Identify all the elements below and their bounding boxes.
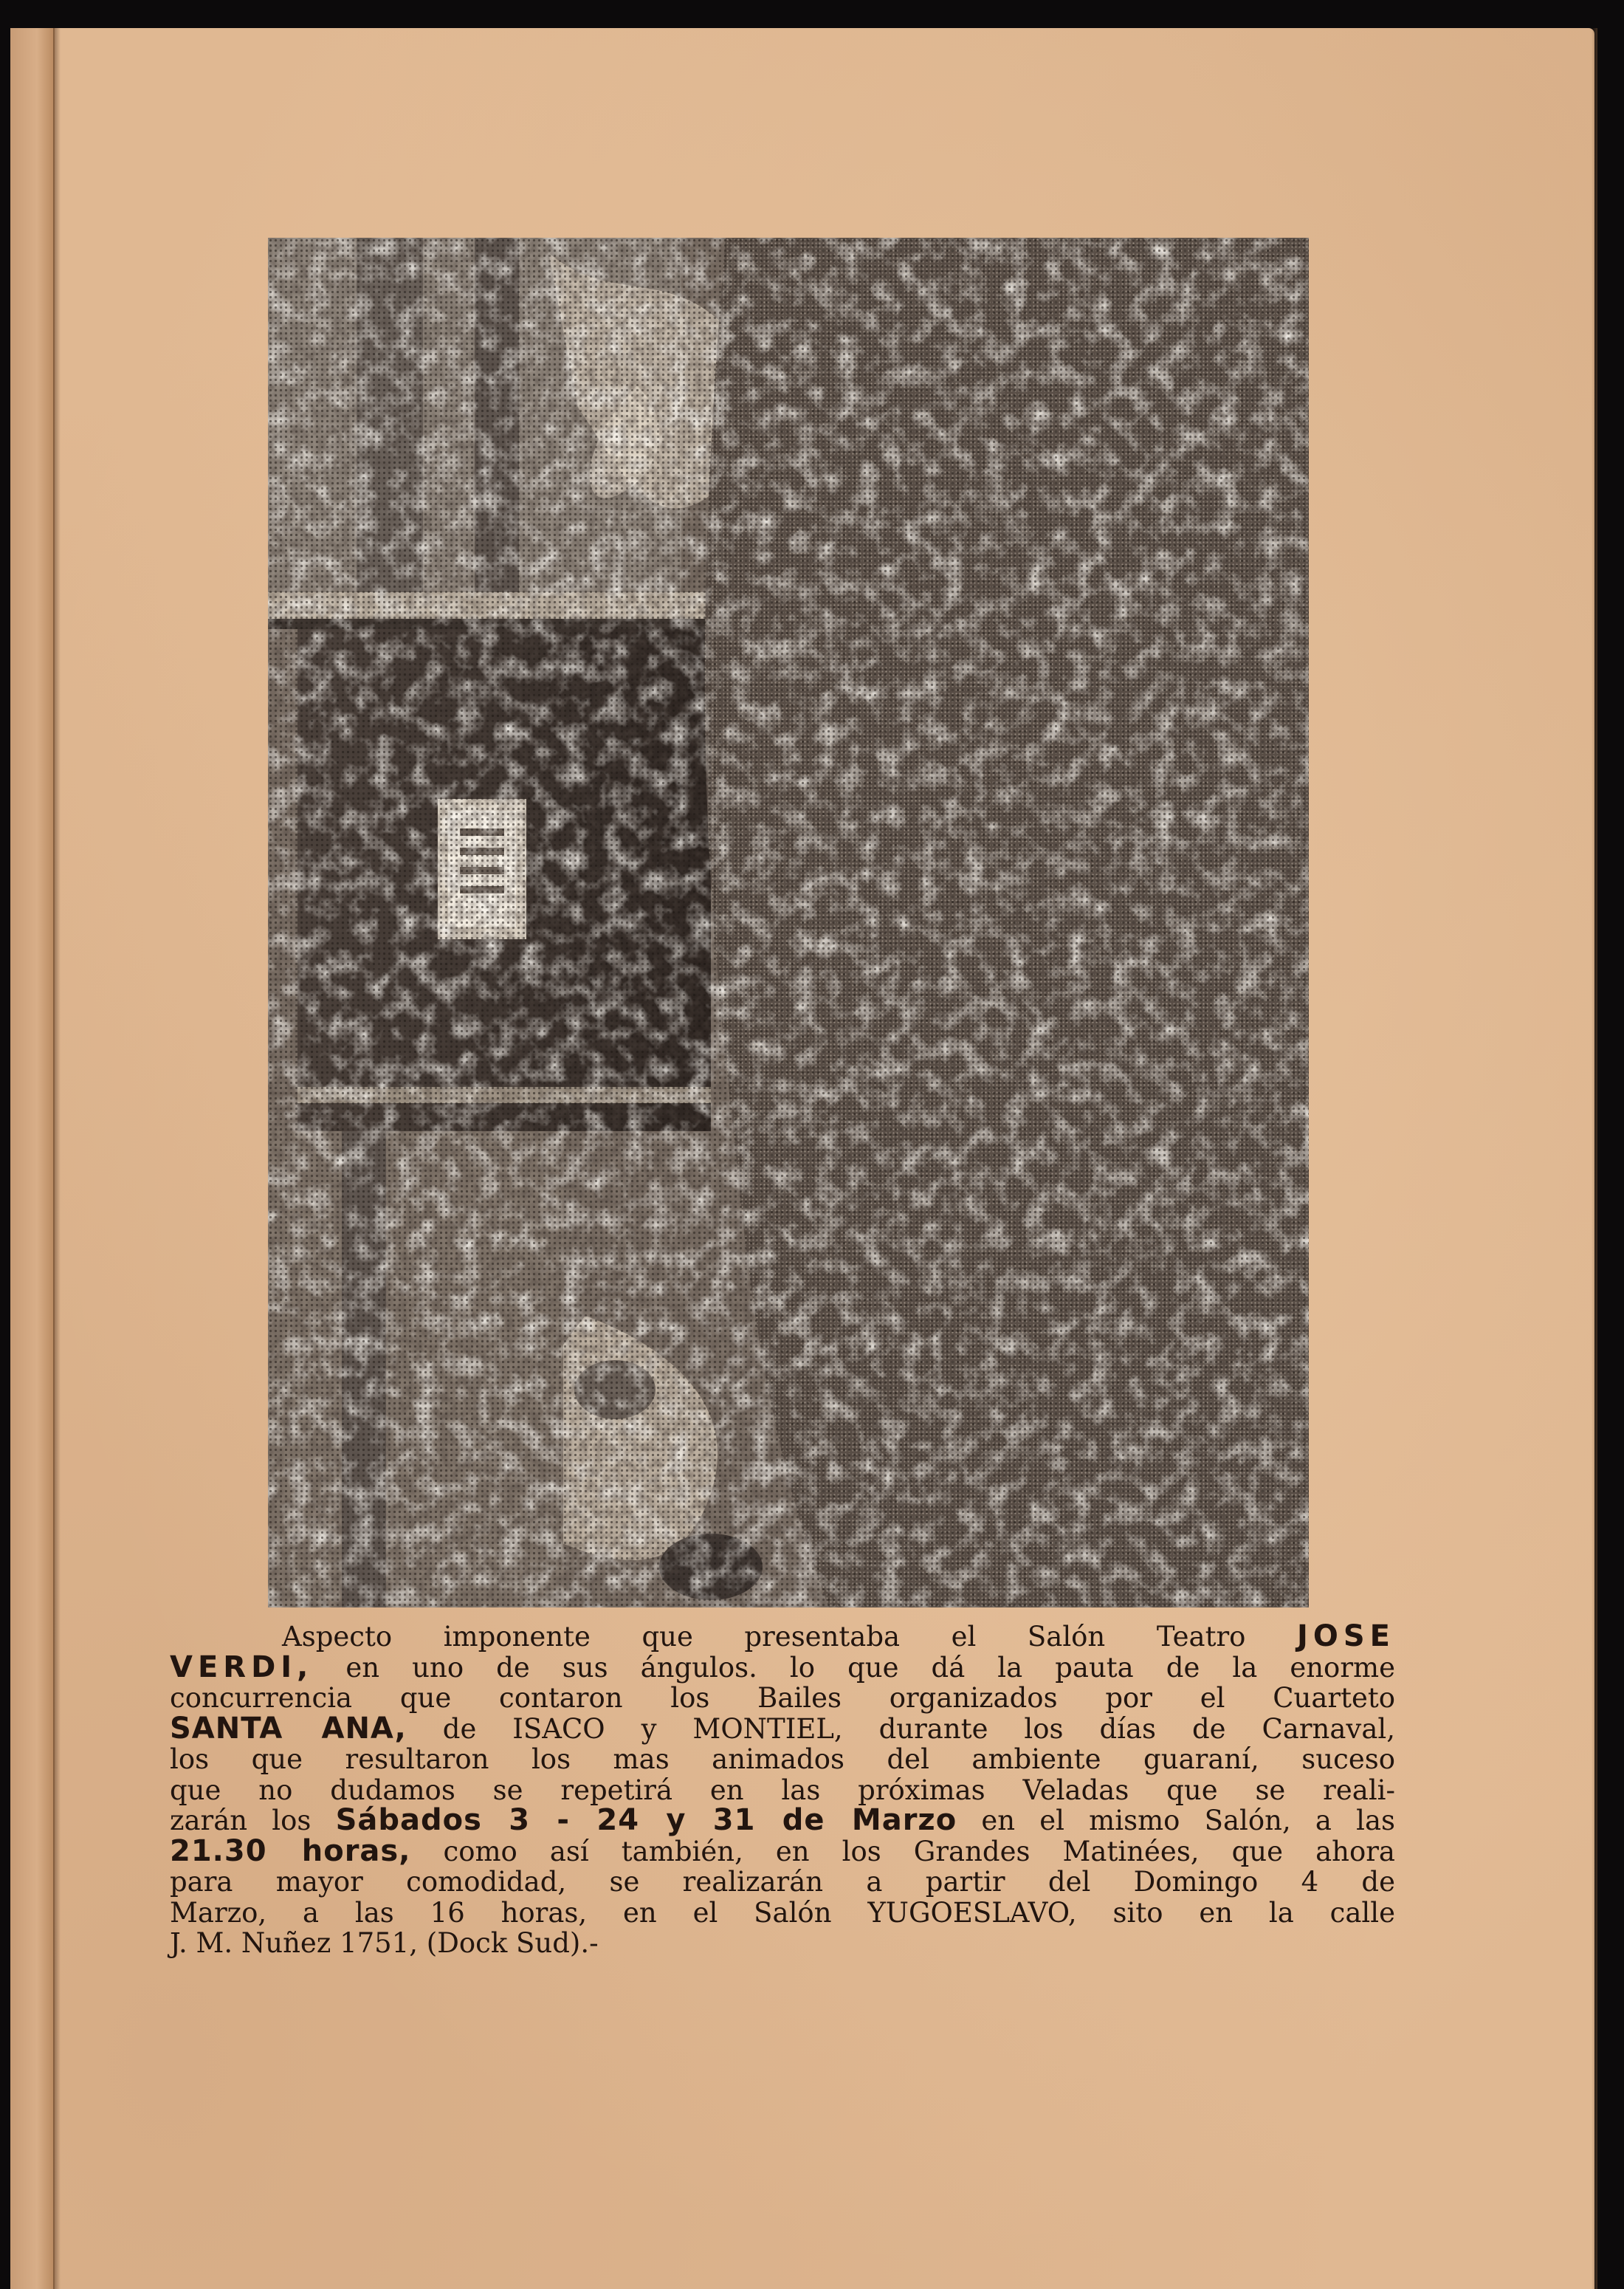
page-edge-shadow bbox=[1592, 28, 1597, 2289]
caption-text: en uno de sus ángulos. lo que dá la pauta de la enorme bbox=[313, 1651, 1395, 1684]
caption-text: en el mismo Salón, a las bbox=[957, 1805, 1395, 1836]
caption-line bbox=[170, 1833, 1395, 1868]
caption-text: de ISACO y MONTIEL, durante los días de Carnaval, bbox=[406, 1712, 1395, 1745]
caption-line: para mayor comodidad, se realizarán a partir del Domingo 4 de bbox=[170, 1866, 1395, 1898]
photo-caption bbox=[170, 1621, 1395, 1959]
previous-page-edge bbox=[10, 28, 55, 2289]
caption-line: los que resultaron los mas animados del ambiente guaraní, suceso bbox=[170, 1743, 1395, 1775]
caption-line bbox=[170, 1711, 1395, 1746]
caption-emphasis: SANTA ANA, bbox=[170, 1711, 407, 1746]
crowd-photo-graphic bbox=[268, 238, 1309, 1607]
caption-emphasis: VERDI, bbox=[170, 1650, 314, 1684]
caption-line: J. M. Nuñez 1751, (Dock Sud).- bbox=[170, 1927, 599, 1959]
caption-text: zarán los bbox=[170, 1805, 336, 1836]
bleed-through-text bbox=[325, 148, 1255, 244]
caption-text: Aspecto imponente que presentaba el Salón Teatro bbox=[282, 1621, 1297, 1653]
caption-text: como así también, en los Grandes Matinées, que ahora bbox=[410, 1835, 1395, 1867]
halftone-photograph bbox=[268, 238, 1309, 1607]
caption-line bbox=[170, 1805, 1395, 1836]
caption-emphasis: 21.30 horas, bbox=[170, 1833, 411, 1868]
caption-line: concurrencia que contaron los Bailes organizados por el Cuarteto bbox=[170, 1682, 1395, 1714]
caption-line: que no dudamos se repetirá en las próximas Veladas que se reali- bbox=[170, 1774, 1395, 1806]
caption-line bbox=[170, 1650, 1395, 1684]
caption-line: Marzo, a las 16 horas, en el Salón YUGOESLAVO, sito en la calle bbox=[170, 1896, 1395, 1929]
caption-line bbox=[170, 1621, 1395, 1653]
caption-emphasis: JOSE bbox=[1296, 1619, 1395, 1653]
caption-emphasis: Sábados 3 - 24 y 31 de Marzo bbox=[335, 1803, 957, 1837]
page-fold-shadow bbox=[53, 28, 61, 2289]
